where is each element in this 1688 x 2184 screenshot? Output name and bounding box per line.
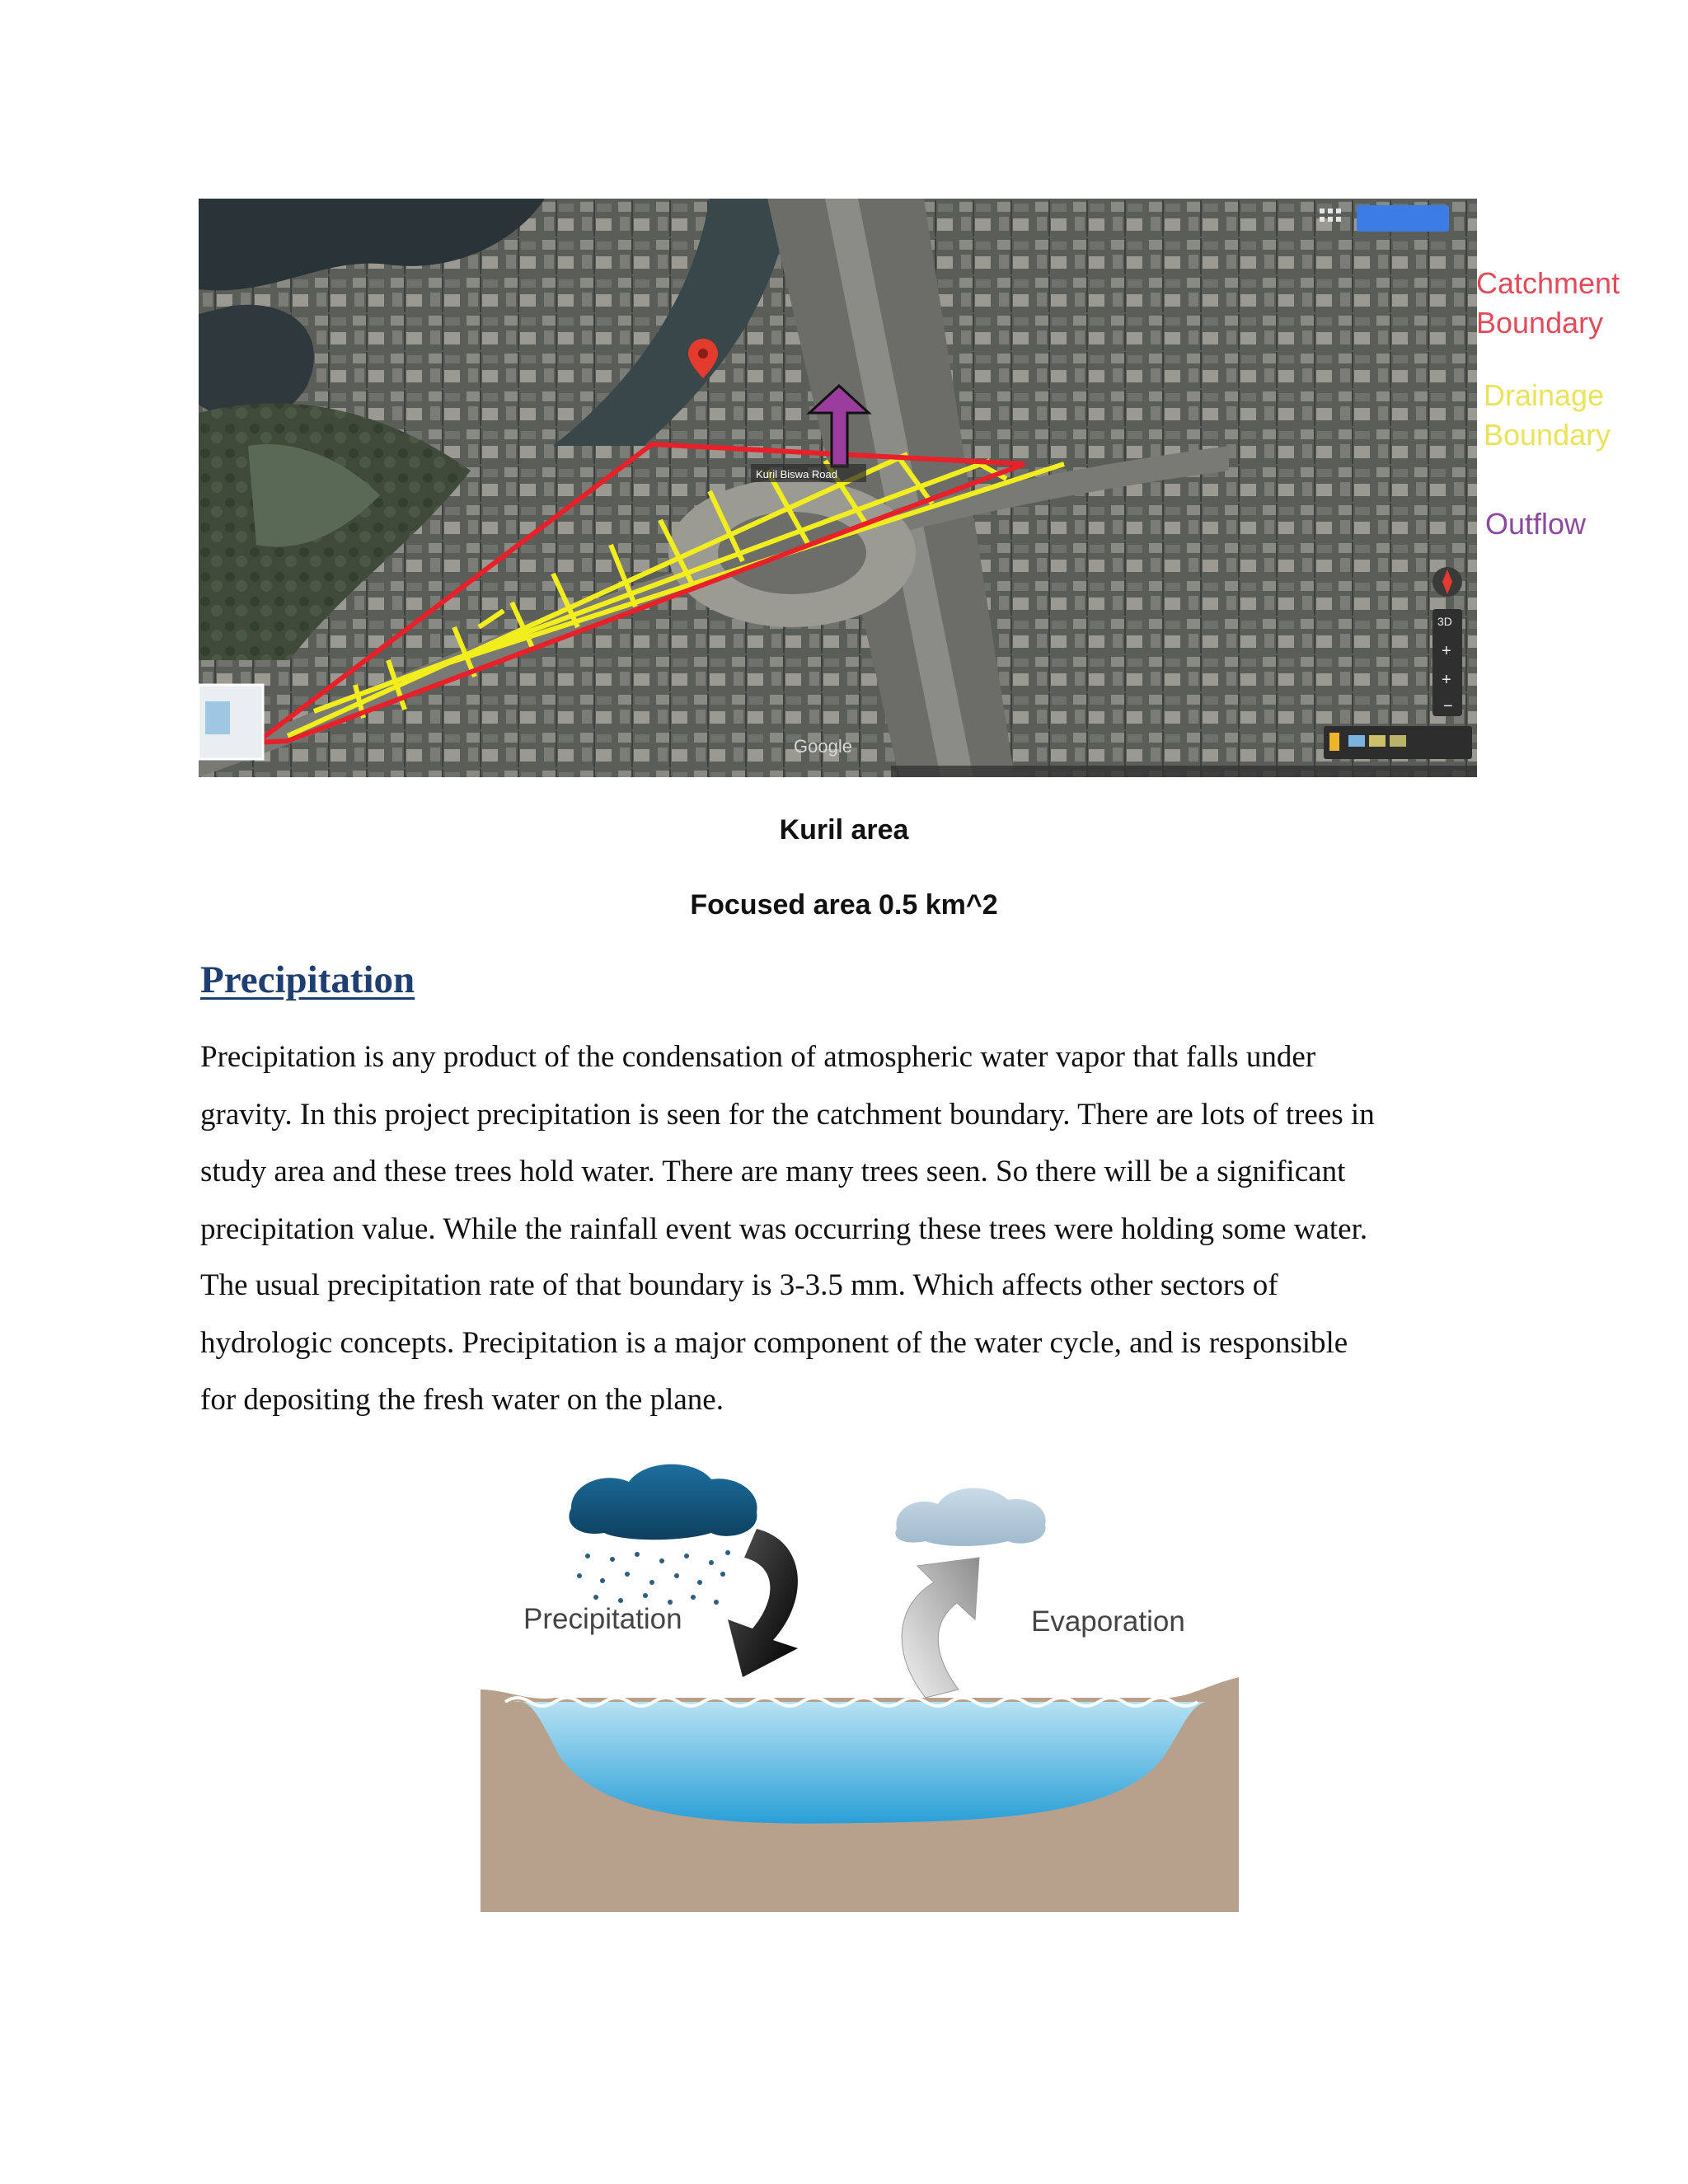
paragraph-line: Precipitation is any product of the condensation of atmospheric water vapor that falls under xyxy=(200,1040,1316,1074)
evaporation-cloud-icon xyxy=(895,1488,1045,1546)
paragraph-line: hydrologic concepts. Precipitation is a major component of the water cycle, and is responsible xyxy=(200,1326,1348,1360)
figure-caption-title: Kuril area xyxy=(779,814,909,846)
figure-caption-area: Focused area 0.5 km^2 xyxy=(690,889,998,921)
map-road-label: Kuril Biswa Road xyxy=(756,468,837,480)
water-cycle-illustration xyxy=(481,1451,1239,1912)
evaporation-label: Evaporation xyxy=(1031,1605,1185,1638)
satellite-map-image xyxy=(199,199,1477,777)
legend-drainage-boundary: Drainage Boundary xyxy=(1484,378,1611,452)
paragraph-line: study area and these trees hold water. There are many trees seen. So there will be a significant xyxy=(200,1155,1346,1188)
zoom-mode-icon[interactable]: + xyxy=(1442,671,1451,689)
zoom-in-icon[interactable]: + xyxy=(1442,642,1451,660)
zoom-out-icon[interactable]: − xyxy=(1443,697,1453,715)
section-heading: Precipitation xyxy=(200,958,415,1001)
paragraph-line: The usual precipitation rate of that boundary is 3-3.5 mm. Which affects other sectors of xyxy=(200,1268,1278,1302)
paragraph-line: for depositing the fresh water on the plane. xyxy=(200,1383,724,1417)
precipitation-label: Precipitation xyxy=(523,1603,682,1635)
pegman-icon[interactable] xyxy=(1329,733,1339,751)
evaporation-arrow-icon xyxy=(902,1558,979,1698)
legend-outflow: Outflow xyxy=(1485,507,1587,541)
rain-cloud-icon xyxy=(569,1465,757,1540)
precipitation-arrow-icon xyxy=(728,1529,798,1677)
paragraph-line: precipitation value. While the rainfall event was occurring these trees were holding some water. xyxy=(200,1212,1368,1246)
google-logo: Google xyxy=(794,736,852,757)
sign-in-button[interactable] xyxy=(1357,205,1449,232)
map-3d-toggle[interactable]: 3D xyxy=(1437,615,1452,628)
legend-catchment-boundary: Catchment Boundary xyxy=(1476,266,1620,340)
paragraph-line: gravity. In this project precipitation is seen for the catchment boundary. There are lots of trees in xyxy=(200,1098,1375,1132)
rain-drops-icon xyxy=(577,1550,730,1605)
